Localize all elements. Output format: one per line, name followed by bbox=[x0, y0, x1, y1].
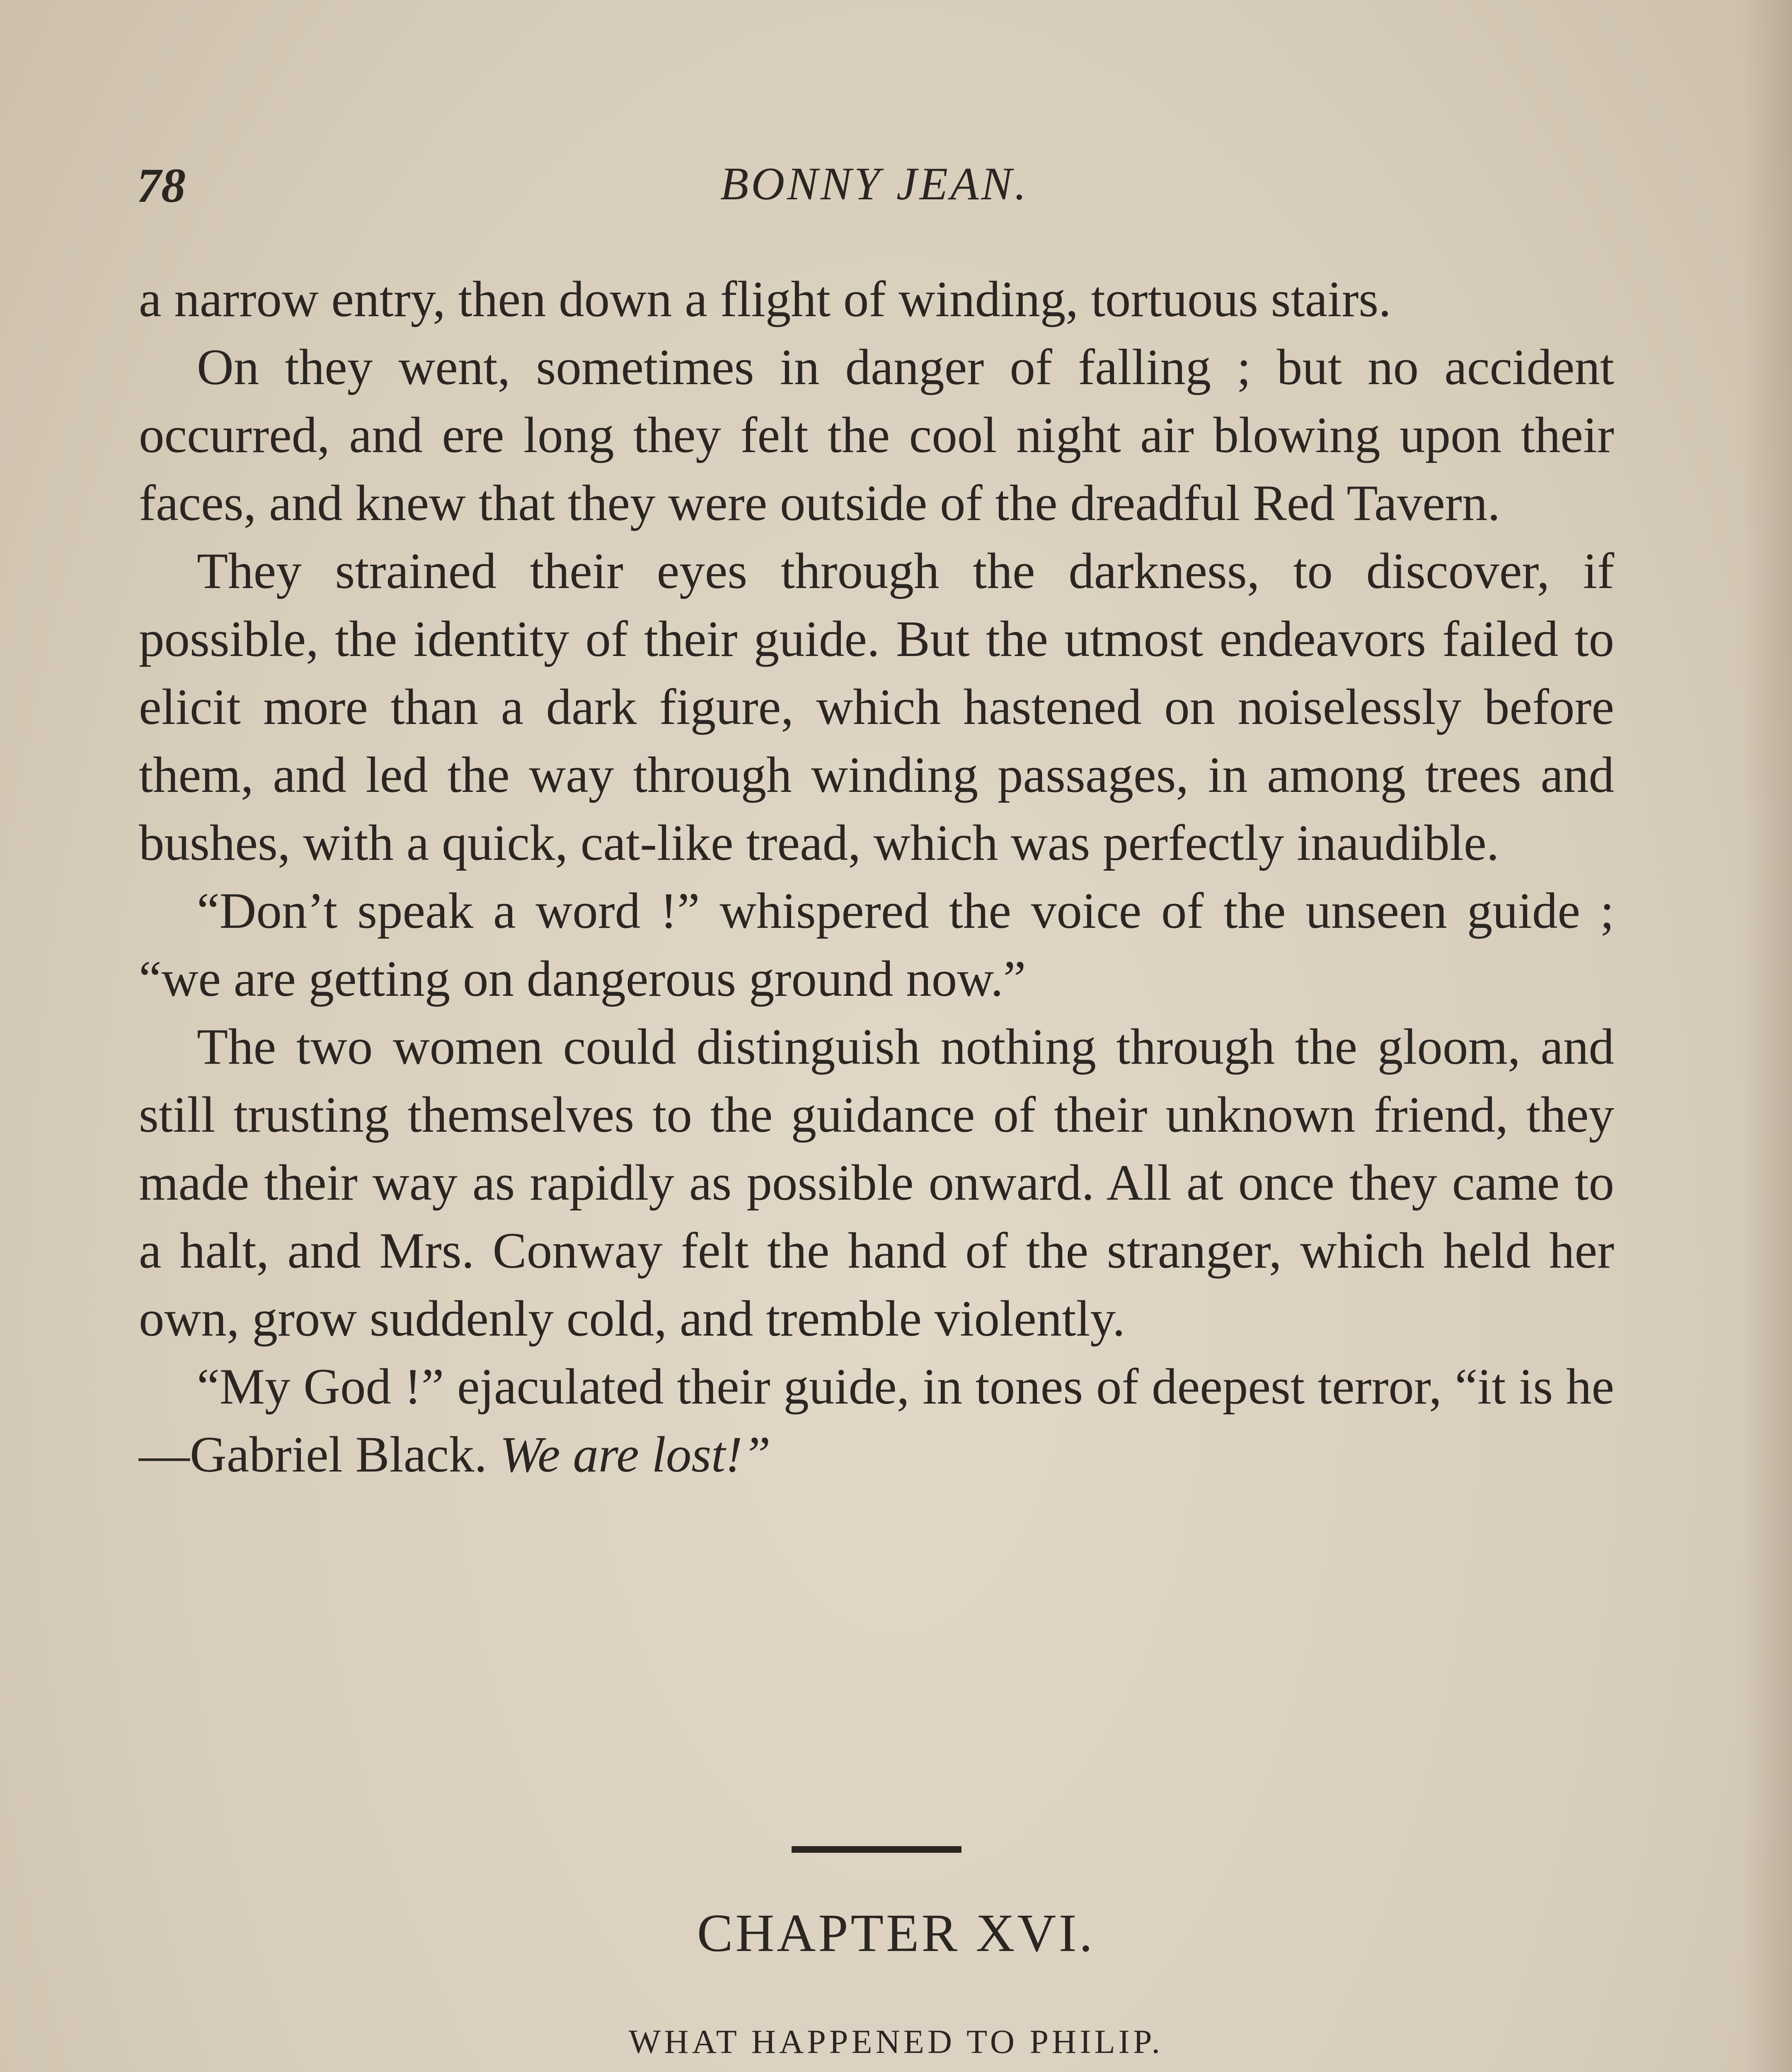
paragraph-6 bbox=[139, 1353, 1614, 1489]
chapter-divider-rule bbox=[792, 1846, 961, 1853]
chapter-subtitle: WHAT HAPPENED TO PHILIP. bbox=[629, 2023, 1163, 2060]
page-header bbox=[137, 157, 1612, 232]
running-title: BONNY JEAN. bbox=[720, 158, 1029, 210]
paragraph-6-text: “My God !” ejaculated their guide, in tones of deepest terror, “it is he—Gabriel Black. bbox=[139, 1358, 1614, 1483]
paragraph-1: a narrow entry, then down a flight of winding, tortuous stairs. bbox=[139, 271, 1392, 327]
chapter-heading: CHAPTER XVI. bbox=[697, 1903, 1095, 1963]
paragraph-5: The two women could distinguish nothing through the gloom, and still trusting themselves to the guidance of their unknown friend, they made their way as rapidly as possible onward. All at once they came to a halt, and Mrs. Conway felt the hand of the stranger, which held her own, grow suddenly cold, and tremble violently. bbox=[139, 1018, 1614, 1347]
page-edge-shadow bbox=[1742, 0, 1792, 2072]
paragraph-6-italic: We are lost!” bbox=[499, 1426, 771, 1483]
paragraph-4: “Don’t speak a word !” whispered the voice of the unseen guide ; “we are getting on dangerous ground now.” bbox=[139, 882, 1614, 1007]
page-number: 78 bbox=[137, 158, 186, 213]
paragraph-3: They strained their eyes through the darkness, to discover, if possible, the identity of their guide. But the utmost endeavors failed to elicit more than a dark figure, which hastened on noiselessly before them, and led the way through winding passages, in among trees and bushes, with a quick, cat-like tread, which was perfectly inaudible. bbox=[139, 542, 1614, 871]
section-1-text bbox=[139, 265, 1614, 1489]
paragraph-2: On they went, sometimes in danger of falling ; but no accident occurred, and ere long they felt the cool night air blowing upon their faces, and knew that they were outside of the dreadful Red Tavern. bbox=[139, 339, 1614, 531]
